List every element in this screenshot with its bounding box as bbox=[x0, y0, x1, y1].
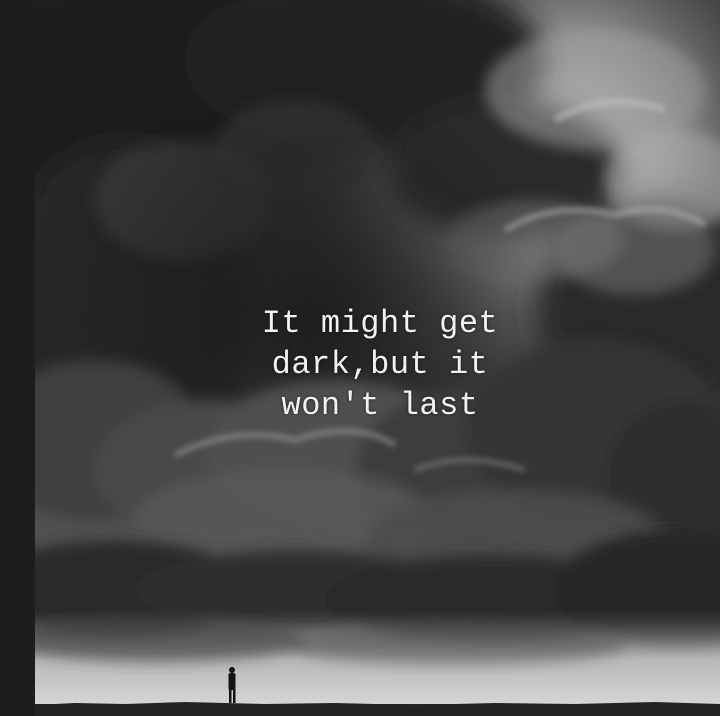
storm-sky-photo bbox=[35, 0, 720, 716]
quote-line-1: It might get bbox=[261, 305, 499, 342]
quote-text bbox=[225, 303, 535, 426]
quote-line-3: won't last bbox=[281, 387, 479, 424]
left-border-strip bbox=[0, 0, 35, 716]
quote-line-2: dark,but it bbox=[271, 346, 489, 383]
